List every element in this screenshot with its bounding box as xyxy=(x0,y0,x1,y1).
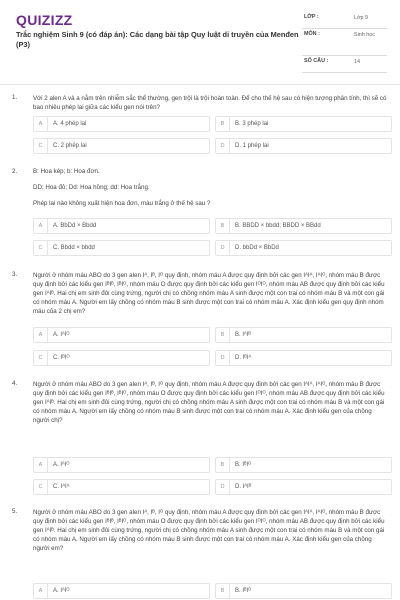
option-text: A. 4 phép lai xyxy=(53,121,87,127)
option-text: C. Bbdd × bbdd xyxy=(53,245,95,251)
option-letter: B xyxy=(216,117,230,131)
question-number: 1. xyxy=(12,94,18,101)
option-letter: B xyxy=(216,458,230,472)
option-letter: D xyxy=(216,139,230,153)
meta-value: Lớp 9 xyxy=(354,15,369,21)
option-text: C. IᴬIᴬ xyxy=(53,484,70,490)
option-text: D. IᴮIᴬ xyxy=(235,355,252,361)
option-letter: A xyxy=(34,458,48,472)
option-text: A. IᴬIᴼ xyxy=(53,332,70,338)
question-text: Người ở nhóm máu ABO do 3 gen alen Iᴬ, Iᴮ, Iᴼ quy định, nhóm máu A được quy định bởi các gen IᴬIᴬ, IᴬIᴼ, nhóm máu B được quy định bởi các kiểu gen IᴮIᴮ, IᴮIᴼ, nhóm máu O được quy định bởi các kiểu gen IᴼIᴼ, nhóm máu AB được quy định bởi các kiểu gen IᴬIᴮ. Hai chị em sinh đôi cùng trứng, người chị có chồng nhóm máu A sinh được một con trai có nhóm máu B và một con gái có nhóm máu A. Người em lấy chồng có nhóm máu B sinh được một con trai có nhóm máu A. Xác định kiểu gen quy định nhóm máu của 2 chị em? xyxy=(33,272,385,315)
question-line: DD: Hoa đỏ; Dd: Hoa hồng; dd: Hoa trắng. xyxy=(33,184,150,191)
question-1 xyxy=(0,94,400,164)
option-a[interactable] xyxy=(33,457,210,473)
option-text: B. IᴮIᴼ xyxy=(235,462,252,468)
option-c[interactable] xyxy=(33,350,210,366)
meta-value: Sinh học xyxy=(354,32,375,38)
option-letter: D xyxy=(216,241,230,255)
question-text: Với 2 alen A và a nằm trên nhiễm sắc thể thường, gen trội là trội hoàn toàn. Để cho thế hệ sau có hiện tượng phân tính, thì sẽ có bao nhiêu phép lai giữa các kiểu gen nói trên? xyxy=(33,95,387,111)
quizizz-logo: QUIZIZZ xyxy=(16,12,73,28)
option-b[interactable] xyxy=(215,327,392,343)
option-text: D. IᴬIᴮ xyxy=(235,484,252,490)
option-text: B. IᴮIᴼ xyxy=(235,588,252,594)
option-c[interactable] xyxy=(33,479,210,495)
option-text: B. IᴬIᴮ xyxy=(235,332,251,338)
option-text: B. 3 phép lai xyxy=(235,121,269,127)
meta-box xyxy=(302,12,387,73)
option-a[interactable] xyxy=(33,327,210,343)
header-divider xyxy=(0,84,400,85)
question-number: 5. xyxy=(12,508,18,515)
option-letter: B xyxy=(216,219,230,233)
option-text: C. 2 phép lai xyxy=(53,143,87,149)
option-letter: C xyxy=(34,351,48,365)
option-text: D. bbDd × BbDd xyxy=(235,245,279,251)
option-b[interactable] xyxy=(215,583,392,599)
option-letter: A xyxy=(34,219,48,233)
meta-row-question-count xyxy=(302,56,387,73)
meta-row-subject xyxy=(302,29,387,56)
question-number: 3. xyxy=(12,271,18,278)
option-letter: B xyxy=(216,584,230,598)
option-b[interactable] xyxy=(215,457,392,473)
option-c[interactable] xyxy=(33,138,210,154)
option-a[interactable] xyxy=(33,218,210,234)
meta-label: LỚP : xyxy=(304,14,319,20)
question-4 xyxy=(0,380,400,490)
option-b[interactable] xyxy=(215,116,392,132)
option-d[interactable] xyxy=(215,350,392,366)
question-line: Phép lai nào không xuất hiện hoa đơn, màu trắng ở thế hệ sau ? xyxy=(33,200,211,207)
meta-label: SỐ CÂU : xyxy=(304,58,329,64)
option-text: A. IᴬIᴼ xyxy=(53,462,70,468)
question-number: 4. xyxy=(12,380,18,387)
option-letter: D xyxy=(216,351,230,365)
option-text: B. BBDD × bbdd; BBDD × BBdd xyxy=(235,223,321,229)
option-letter: C xyxy=(34,139,48,153)
option-letter: A xyxy=(34,584,48,598)
option-letter: A xyxy=(34,117,48,131)
option-text: D. 1 phép lai xyxy=(235,143,269,149)
option-a[interactable] xyxy=(33,583,210,599)
option-b[interactable] xyxy=(215,218,392,234)
option-a[interactable] xyxy=(33,116,210,132)
option-text: C. IᴮIᴼ xyxy=(53,355,70,361)
meta-row-grade xyxy=(302,12,387,29)
question-5 xyxy=(0,508,400,598)
option-d[interactable] xyxy=(215,479,392,495)
document-header xyxy=(0,0,400,90)
option-text: A. BbDd × Bbdd xyxy=(53,223,97,229)
option-text: A. IᴬIᴼ xyxy=(53,588,70,594)
question-2 xyxy=(0,168,400,263)
option-letter: D xyxy=(216,480,230,494)
meta-value: 14 xyxy=(354,59,360,65)
document-title: Trắc nghiệm Sinh 9 (có đáp án): Các dạng bài tập Quy luật di truyền của Menđen (P3) xyxy=(16,30,299,49)
option-letter: C xyxy=(34,241,48,255)
question-text: Người ở nhóm máu ABO do 3 gen alen Iᴬ, Iᴮ, Iᴼ quy định, nhóm máu A được quy định bởi các gen IᴬIᴬ, IᴬIᴼ, nhóm máu B được quy định bởi các kiểu gen IᴮIᴮ, IᴮIᴼ, nhóm máu O được quy định bởi các kiểu gen IᴼIᴼ, nhóm máu AB được quy định bởi các kiểu gen IᴬIᴮ. Hai chị em sinh đôi cùng trứng, người chị có chồng nhóm máu A sinh được một con trai có nhóm máu B và một con gái có nhóm máu A. Người em lấy chồng có nhóm máu B sinh được một con trai có nhóm máu A. Xác định kiểu gen của chồng người chị? xyxy=(33,381,385,424)
meta-label: MÔN : xyxy=(304,31,320,37)
question-number: 2. xyxy=(12,168,18,175)
option-letter: C xyxy=(34,480,48,494)
option-d[interactable] xyxy=(215,138,392,154)
question-text: Người ở nhóm máu ABO do 3 gen alen Iᴬ, Iᴮ, Iᴼ quy định, nhóm máu A được quy định bởi các gen IᴬIᴬ, IᴬIᴼ, nhóm máu B được quy định bởi các kiểu gen IᴮIᴮ, IᴮIᴼ, nhóm máu O được quy định bởi các kiểu gen IᴼIᴼ, nhóm máu AB được quy định bởi các kiểu gen IᴬIᴮ. Hai chị em sinh đôi cùng trứng, người chị có chồng nhóm máu A sinh được một con trai có nhóm máu B và một con gái có nhóm máu A. Người em lấy chồng có nhóm máu B sinh được một con trai có nhóm máu A. Xác định kiểu gen của chồng người em? xyxy=(33,509,385,552)
option-letter: B xyxy=(216,328,230,342)
question-3 xyxy=(0,271,400,371)
question-line: B: Hoa kép; b: Hoa đơn. xyxy=(33,168,100,175)
option-c[interactable] xyxy=(33,240,210,256)
option-letter: A xyxy=(34,328,48,342)
option-d[interactable] xyxy=(215,240,392,256)
